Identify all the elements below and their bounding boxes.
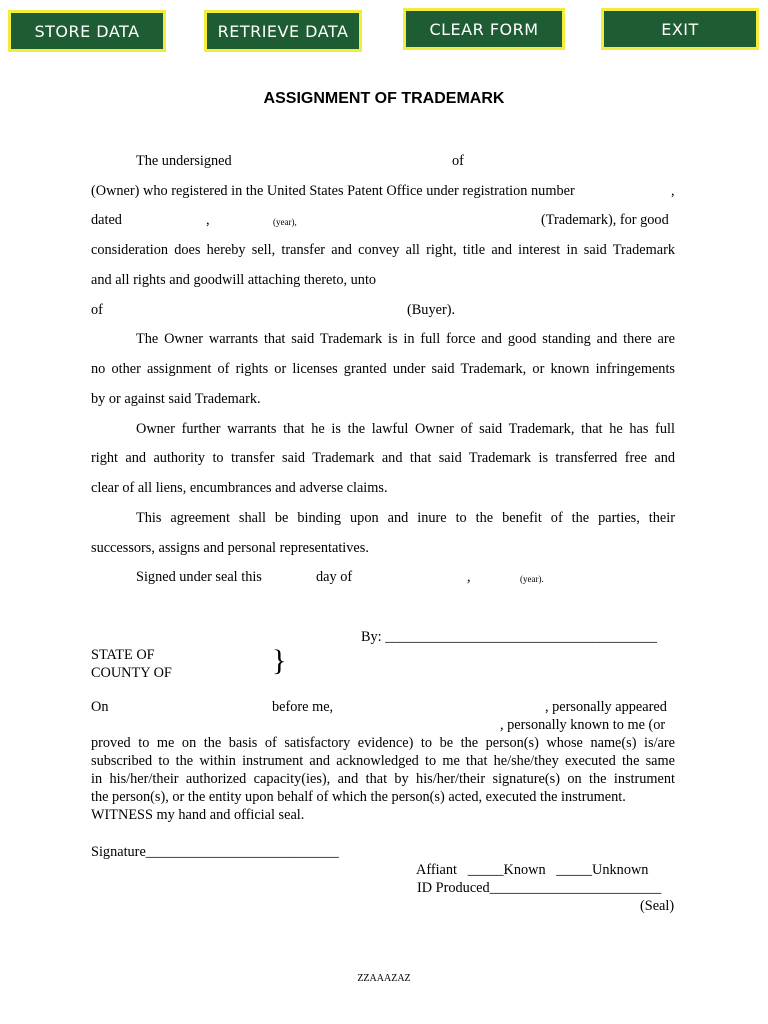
personally-known-label: , personally known to me (or: [500, 717, 666, 733]
footer-code: ZZAAAZAZ: [357, 973, 411, 984]
buyer-name-field[interactable]: [396, 271, 674, 289]
of-label: of: [91, 302, 103, 318]
state-label: STATE OF: [91, 647, 155, 663]
paragraph-line: successors, assigns and personal representatives.: [91, 540, 369, 556]
store-data-button[interactable]: STORE DATA: [8, 10, 166, 52]
owner-line: (Owner) who registered in the United States Patent Office under registration number: [91, 183, 575, 199]
trademark-good-label: (Trademark), for good: [541, 212, 669, 228]
paragraph-line: clear of all liens, encumbrances and adverse claims.: [91, 480, 388, 496]
notary-date-field[interactable]: [114, 698, 264, 716]
paragraph-line: no other assignment of rights or licenses granted under said Trademark, or known infringements: [91, 361, 675, 377]
dated-month-day-field[interactable]: [128, 211, 204, 229]
notary-line: the person(s), or the entity upon behalf of which the person(s) acted, executed the instrument.: [91, 789, 626, 805]
signed-day-field[interactable]: [273, 568, 313, 586]
notary-line: in his/her/their authorized capacity(ies), and that by his/her/their signature(s) on the instrument: [91, 771, 675, 787]
signed-month-field[interactable]: [360, 568, 464, 586]
paragraph-line: This agreement shall be binding upon and inure to the benefit of the parties, their: [136, 510, 675, 526]
personally-appeared-label: , personally appeared: [545, 699, 667, 715]
signed-label: Signed under seal this: [136, 569, 262, 585]
day-of-label: day of: [316, 569, 353, 585]
comma: ,: [467, 569, 471, 585]
retrieve-data-button[interactable]: RETRIEVE DATA: [204, 10, 362, 52]
year-hint: (year),: [273, 217, 297, 227]
paragraph-line: by or against said Trademark.: [91, 391, 261, 407]
witness-line: WITNESS my hand and official seal.: [91, 807, 305, 823]
notary-line: subscribed to the within instrument and acknowledged to me that he/she/they executed the same: [91, 753, 675, 769]
comma: ,: [206, 212, 210, 228]
notary-line: proved to me on the basis of satisfactory evidence) to be the person(s) whose name(s) is/are: [91, 735, 675, 751]
clear-form-button[interactable]: CLEAR FORM: [403, 8, 565, 50]
seal-label: (Seal): [640, 898, 675, 914]
by-signature-line: By: ______________________________________: [361, 629, 657, 645]
id-produced-line: ID Produced________________________: [417, 880, 662, 896]
page-title: ASSIGNMENT OF TRADEMARK: [263, 90, 505, 107]
paragraph-line: consideration does hereby sell, transfer and convey all right, title and interest in said Trademark: [91, 242, 675, 258]
comma: ,: [671, 183, 675, 199]
owner-address-field[interactable]: [470, 152, 675, 170]
exit-button[interactable]: EXIT: [601, 8, 759, 50]
signature-line: Signature___________________________: [91, 844, 339, 860]
paragraph-line: The Owner warrants that said Trademark is in full force and good standing and there are: [136, 331, 675, 347]
brace: }: [272, 644, 287, 677]
dated-label: dated: [91, 212, 122, 228]
dated-year-field[interactable]: [216, 211, 272, 229]
paragraph-line: Owner further warrants that he is the lawful Owner of said Trademark, that he has full: [136, 421, 675, 437]
buyer-address-field[interactable]: [108, 301, 402, 319]
before-me-label: before me,: [272, 699, 334, 715]
signed-year-field[interactable]: [476, 568, 518, 586]
trademark-name-field[interactable]: [308, 211, 536, 229]
state-field[interactable]: [164, 646, 262, 664]
undersigned-label: The undersigned: [136, 153, 232, 169]
appeared-name-field[interactable]: [91, 716, 497, 734]
paragraph-line: right and authority to transfer said Trademark and that said Trademark is transferred free and: [91, 450, 675, 466]
undersigned-name-field[interactable]: [240, 152, 445, 170]
county-label: COUNTY OF: [91, 665, 172, 681]
of-label: of: [452, 153, 464, 169]
paragraph-line: and all rights and goodwill attaching thereto, unto: [91, 272, 377, 288]
year-hint: (year).: [520, 574, 544, 584]
county-field[interactable]: [180, 664, 262, 682]
on-label: On: [91, 699, 109, 715]
notary-name-field[interactable]: [344, 698, 540, 716]
buyer-label: (Buyer).: [407, 302, 456, 318]
affiant-line: Affiant _____Known _____Unknown: [416, 862, 649, 878]
registration-number-field[interactable]: [615, 182, 667, 200]
